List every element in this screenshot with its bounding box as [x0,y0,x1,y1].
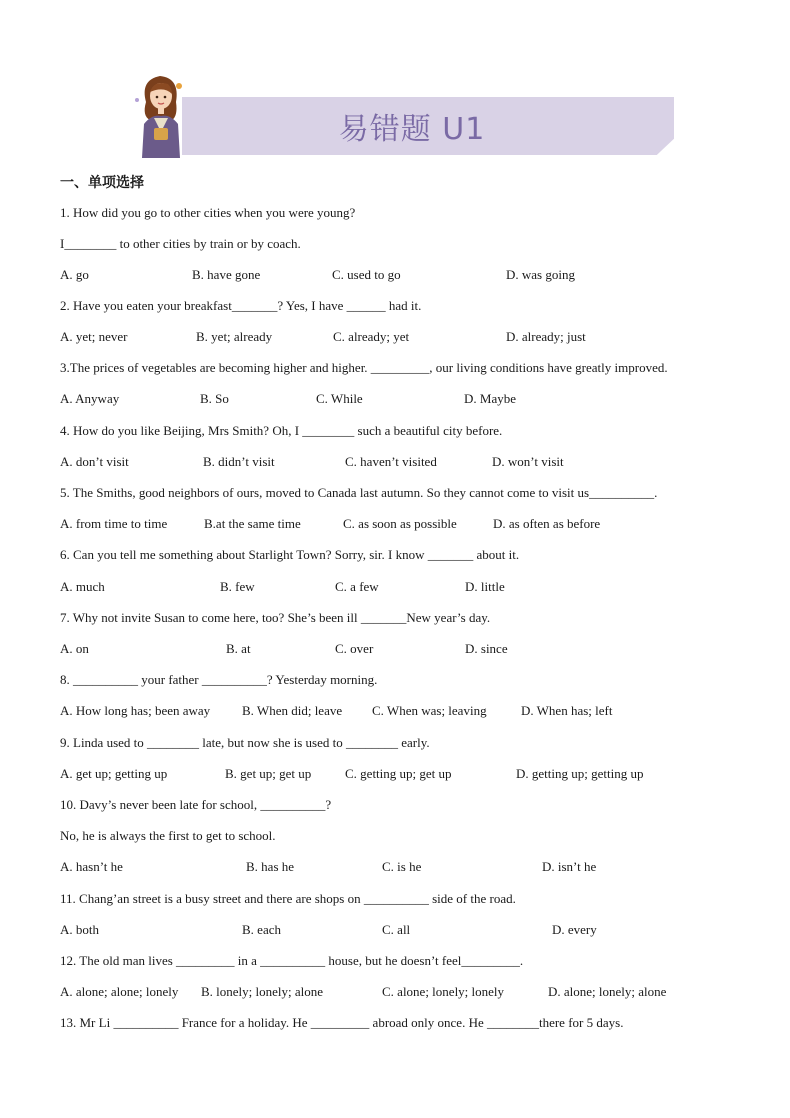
answer-option: A. go [60,267,89,282]
answer-option: D. won’t visit [492,454,564,469]
answer-option: C. While [316,391,363,406]
answer-option: C. haven’t visited [345,454,437,469]
answer-option: D. isn’t he [542,859,597,874]
answer-option: B. lonely; lonely; alone [201,984,324,999]
question-text: 8. __________ your father __________? Yesterday morning. [60,672,378,687]
answer-option: D. little [465,579,505,594]
answer-option: C. is he [382,859,422,874]
question-text: 3.The prices of vegetables are becoming higher and higher. _________, our living conditions have greatly improved. [60,360,668,375]
page-title: 易错题 U1 [338,112,486,147]
answer-option: C. all [382,922,411,937]
answer-option: D. every [552,922,597,937]
question-text: 6. Can you tell me something about Starlight Town? Sorry, sir. I know _______ about it. [60,547,520,562]
answer-option: B. When did; leave [242,703,343,718]
question-text: 5. The Smiths, good neighbors of ours, moved to Canada last autumn. So they cannot come to visit us__________. [60,485,658,500]
answer-option: A. on [60,641,89,656]
question-text: 10. Davy’s never been late for school, __________? [60,797,332,812]
answer-option: C. used to go [332,267,401,282]
answer-option: B. didn’t visit [203,454,275,469]
question-text: 1. How did you go to other cities when you were young? [60,205,356,220]
answer-option: D. was going [506,267,575,282]
answer-option: A. yet; never [60,329,128,344]
answer-option: A. don’t visit [60,454,129,469]
answer-option: D. alone; lonely; alone [548,984,667,999]
answer-option: C. a few [335,579,379,594]
answer-option: D. When has; left [521,703,613,718]
answer-option: D. Maybe [464,391,516,406]
answer-option: D. getting up; getting up [516,766,644,781]
answer-option: D. since [465,641,508,656]
question-text: 4. How do you like Beijing, Mrs Smith? Oh, I ________ such a beautiful city before. [60,423,503,438]
question-text: 9. Linda used to ________ late, but now she is used to ________ early. [60,735,430,750]
answer-option: B. yet; already [196,329,273,344]
answer-option: C. alone; lonely; lonely [382,984,505,999]
answer-option: C. as soon as possible [343,516,457,531]
answer-option: B. few [220,579,255,594]
question-text-continued: I________ to other cities by train or by coach. [60,236,301,251]
answer-option: B. get up; get up [225,766,312,781]
question-text: 11. Chang’an street is a busy street and there are shops on __________ side of the road. [60,891,516,906]
answer-option: C. When was; leaving [372,703,487,718]
answer-option: B. at [226,641,251,656]
answer-option: B. each [242,922,281,937]
answer-option: A. hasn’t he [60,859,123,874]
question-text: 2. Have you eaten your breakfast_______? Yes, I have ______ had it. [60,298,422,313]
answer-option: C. getting up; get up [345,766,452,781]
answer-option: A. both [60,922,99,937]
answer-option: C. already; yet [333,329,410,344]
section-title: 一、单项选择 [60,175,144,191]
answer-option: A. alone; alone; lonely [60,984,179,999]
answer-option: A. much [60,579,105,594]
answer-option: A. How long has; been away [60,703,211,718]
question-text: 12. The old man lives _________ in a __________ house, but he doesn’t feel_________. [60,953,524,968]
answer-option: D. as often as before [493,516,601,531]
question-text-continued: No, he is always the first to get to school. [60,828,276,843]
answer-option: A. Anyway [60,391,120,406]
answer-option: D. already; just [506,329,586,344]
question-text: 13. Mr Li __________ France for a holiday. He _________ abroad only once. He ________there for 5 days. [60,1015,624,1030]
answer-option: B. So [200,391,229,406]
answer-option: A. get up; getting up [60,766,168,781]
answer-option: B.at the same time [204,516,301,531]
answer-option: A. from time to time [60,516,168,531]
question-text: 7. Why not invite Susan to come here, too? She’s been ill _______New year’s day. [60,610,491,625]
answer-option: B. has he [246,859,295,874]
answer-option: B. have gone [192,267,261,282]
answer-option: C. over [335,641,374,656]
teacher-illustration [132,72,190,158]
